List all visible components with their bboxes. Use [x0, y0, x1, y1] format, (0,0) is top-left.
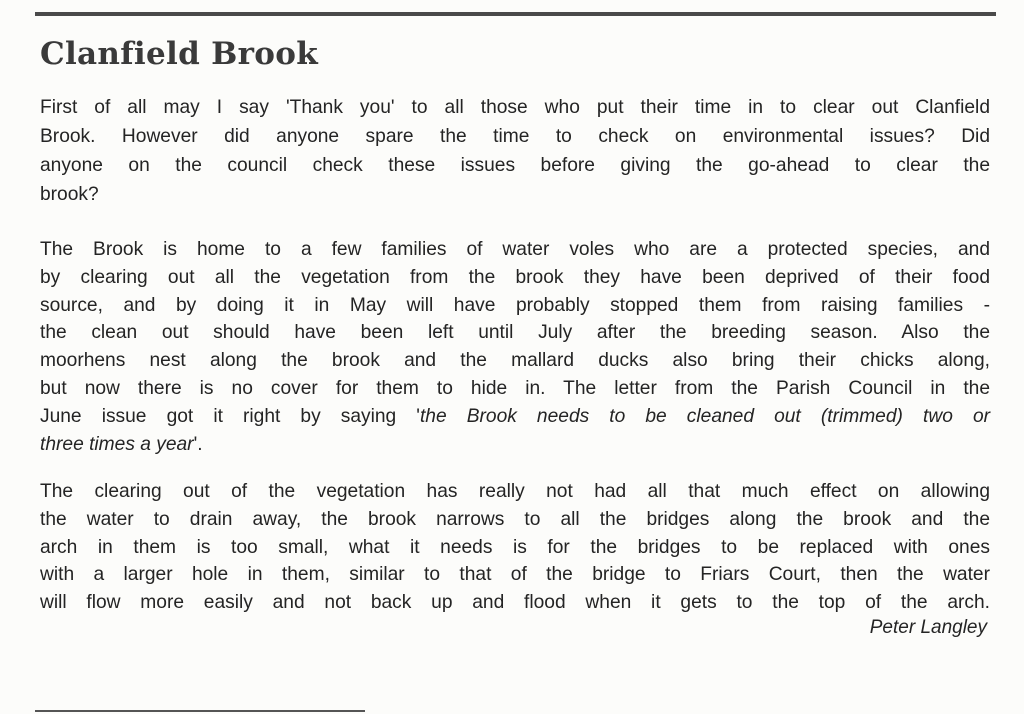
author-signature: Peter Langley [869, 617, 987, 638]
text-line: will flow more easily and not back up and flood when it gets to the top of the arch. [40, 592, 990, 614]
paragraph-3 [40, 478, 990, 617]
text-line: brook? [40, 184, 99, 205]
top-rule [35, 12, 996, 16]
paragraph-2 [40, 236, 990, 458]
bottom-rule [35, 710, 365, 712]
text-line: The Brook is home to a few families of water voles who are a protected species, and [40, 239, 990, 260]
text-line [40, 431, 990, 459]
article-title: Clanfield Brook [40, 36, 319, 72]
text-line: source, and by doing it in May will have probably stopped them from raising families - [40, 294, 990, 316]
text-line [40, 403, 990, 431]
text-line: anyone on the council check these issues before giving the go-ahead to clear the [40, 155, 990, 176]
text-line: but now there is no cover for them to hide in. The letter from the Parish Council in the [40, 377, 990, 399]
text-line: the water to drain away, the brook narrows to all the bridges along the brook and the [40, 508, 990, 530]
text-line: First of all may I say 'Thank you' to all those who put their time in to clear out Clanfield [40, 97, 990, 118]
text-line: by clearing out all the vegetation from the brook they have been deprived of their food [40, 266, 990, 288]
text-line: the clean out should have been left until July after the breeding season. Also the [40, 322, 990, 344]
quoted-text: the Brook needs to be cleaned out (trimmed) two or [419, 405, 991, 427]
text-line: The clearing out of the vegetation has really not had all that much effect on allowing [40, 481, 990, 502]
quoted-text: three times a year [40, 433, 194, 455]
text-line: moorhens nest along the brook and the mallard ducks also bring their chicks along, [40, 350, 990, 372]
paragraph-1 [40, 93, 990, 209]
text-plain: June issue got it right by saying ' [40, 405, 420, 427]
text-line: Brook. However did anyone spare the time to check on environmental issues? Did [40, 126, 990, 147]
text-plain: '. [193, 433, 203, 455]
text-line: with a larger hole in them, similar to that of the bridge to Friars Court, then the water [40, 564, 990, 586]
text-line: arch in them is too small, what it needs is for the bridges to be replaced with ones [40, 536, 990, 558]
